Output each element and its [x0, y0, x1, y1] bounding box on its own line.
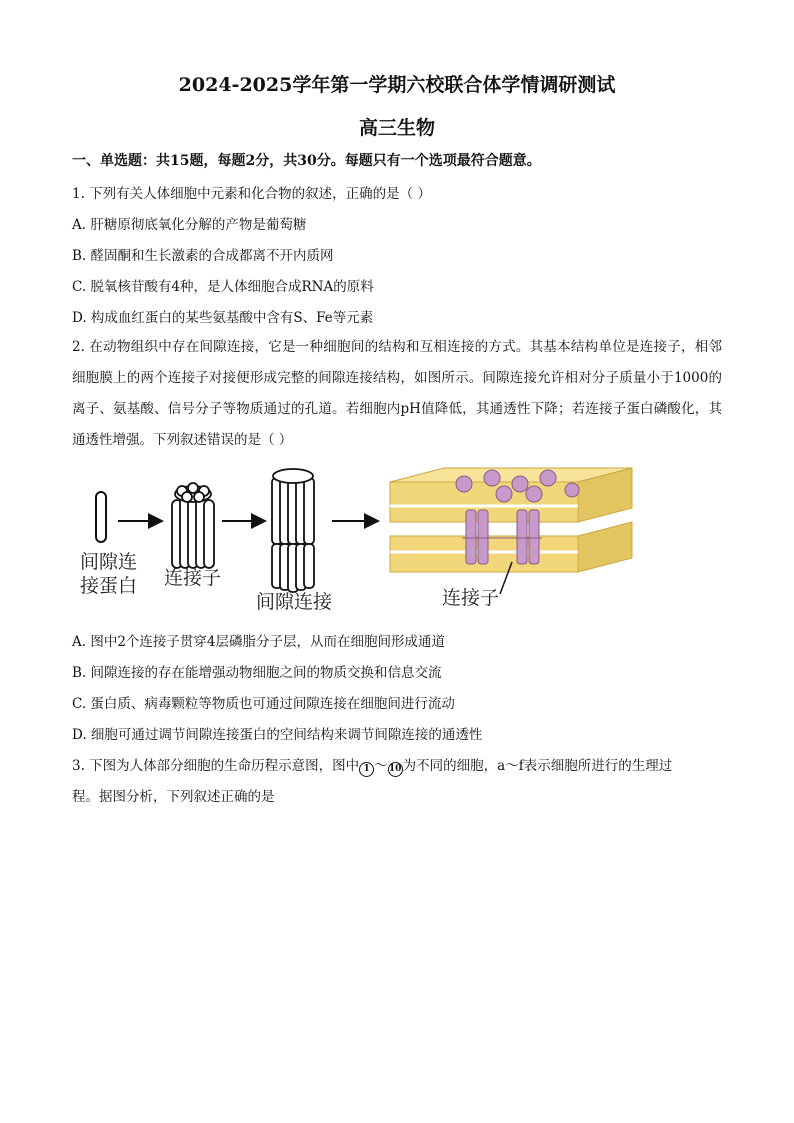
question-1-option-a: A. 肝糖原彻底氧化分解的产物是葡萄糖	[72, 217, 307, 233]
question-2-option-c: C. 蛋白质、病毒颗粒等物质也可通过间隙连接在细胞间进行流动	[72, 696, 455, 712]
label-gap-junction: 间隙连接	[256, 591, 333, 613]
question-1-option-c: C. 脱氧核苷酸有4种，是人体细胞合成RNA的原料	[72, 279, 374, 295]
label-connexon-diagram: 连接子	[442, 587, 500, 609]
question-1-stem: 1. 下列有关人体细胞中元素和化合物的叙述，正确的是（ ）	[72, 186, 431, 202]
label-connexon: 连接子	[164, 567, 222, 589]
connexon-icon	[172, 483, 214, 568]
gap-junction-protein-icon	[96, 492, 106, 542]
question-2-stem: 2. 在动物组织中存在间隙连接，它是一种细胞间的结构和互相连接的方式。其基本结构单位是连接子，相邻细胞膜上的两个连接子对接便形成完整的间隙连接结构，如图所示。间隙连接允许相对分子质量小于1000的离子、氨基酸、信号分子等物质通过的孔道。若细胞内pH值降低，其通透性下降；若连接子蛋白磷酸化，其通透性增强。下列叙述错误的是（ ）	[72, 339, 722, 448]
question-2-option-d: D. 细胞可通过调节间隙连接蛋白的空间结构来调节间隙连接的通透性	[72, 727, 483, 743]
circled-number-1: 1	[359, 762, 374, 777]
question-2-option-a: A. 图中2个连接子贯穿4层磷脂分子层，从而在细胞间形成通道	[72, 634, 446, 650]
section-heading: 一、单选题：共15题，每题2分，共30分。每题只有一个选项最符合题意。	[72, 153, 541, 169]
membrane-diagram	[390, 468, 632, 594]
label-gap-junction-protein-2: 接蛋白	[80, 575, 138, 597]
question-2-option-b: B. 间隙连接的存在能增强动物细胞之间的物质交换和信息交流	[72, 665, 442, 681]
question-3-stem	[72, 754, 672, 777]
question-3-stem-part1: 3. 下图为人体部分细胞的生命历程示意图，图中	[72, 758, 360, 774]
question-3-stem-part2: 为不同的细胞，a～f表示细胞所进行的生理过	[402, 758, 673, 774]
exam-subject: 高三生物	[358, 117, 435, 139]
label-gap-junction-protein-1: 间隙连	[80, 551, 138, 573]
question-3-stem-line2: 程。据图分析，下列叙述正确的是	[72, 789, 275, 805]
range-separator: ～	[374, 758, 388, 774]
question-1-option-d: D. 构成血红蛋白的某些氨基酸中含有S、Fe等元素	[72, 310, 374, 326]
circled-number-10: 10	[388, 762, 403, 777]
question-1-option-b: B. 醛固酮和生长激素的合成都离不开内质网	[72, 248, 334, 264]
gap-junction-figure	[72, 464, 732, 614]
exam-title: 2024-2025学年第一学期六校联合体学情调研测试	[178, 74, 616, 96]
gap-junction-icon	[272, 469, 314, 592]
